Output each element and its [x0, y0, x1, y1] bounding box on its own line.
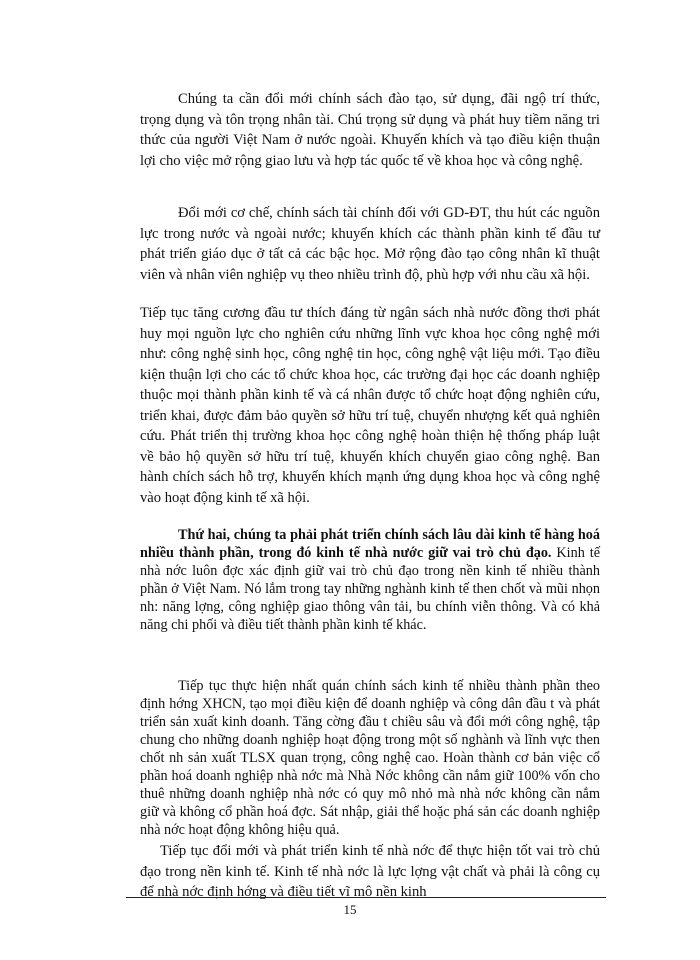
- paragraph-3: [140, 303, 600, 508]
- paragraph-2: [140, 203, 600, 285]
- paragraph-3-text: Tiếp tục tăng cương đầu tư thích đáng từ ngân sách nhà nước đồng thơi phát huy mọi nguồn lực cho nghiên cứu những lĩnh vực khoa học công nghệ mới như: công nghệ sinh học, công nghệ tin học, công nghệ vật liệu mới. Tạo điều kiện thuận lợi cho các tổ chức khoa học, các trường đại học các doanh nghiệp thuộc mọi thành phần kinh tế và cá nhân được tổ chức hoạt động nghiên cứu, triển khai, được đảm bảo quyền sở hữu trí tuệ, chuyển nhượng kết quả nghiên cứu. Phát triển thị trường khoa học công nghệ hoàn thiện hệ thống pháp luật về bảo hộ quyền sở hữu trí tuệ, khuyến khích chuyển giao công nghệ. Ban hành chích sách hỗ trợ, khuyến khích mạnh ứng dụng khoa học và công nghệ vào hoạt động kinh tế xã hội.: [140, 305, 600, 506]
- paragraph-1-text: Chúng ta cần đổi mới chính sách đào tạo, sử dụng, đãi ngộ trí thức, trọng dụng và tôn trọng nhân tài. Chú trọng sử dụng và phát huy tiềm năng tri thức của người Việt Nam ở nước ngoài. Khuyến khích và tạo điều kiện thuận lợi cho việc mở rộng giao lưu và hợp tác quốc tế về khoa học và công nghệ.: [140, 91, 600, 169]
- paragraph-6-text: Tiếp tục đổi mới và phát triển kinh tế nhà nớc để thực hiện tốt vai trò chủ đạo trong nền kinh tế. Kinh tế nhà nớc là lực lợng vật chất và phải là công cụ để nhà nớc định hớng và điều tiết vĩ mô nền kinh: [140, 843, 600, 900]
- paragraph-2-text: Đổi mới cơ chế, chính sách tài chính đối với GD-ĐT, thu hút các nguồn lực trong nước và ngoài nước; khuyến khích các thành phần kinh tế đầu tư phát triển giáo dục ở tất cả các bậc học. Mở rộng đào tạo công nhân kĩ thuật viên và nhân viên nghiệp vụ theo nhiều trình độ, phù hợp với nhu cầu xã hội.: [140, 205, 600, 283]
- paragraph-5: [140, 677, 600, 839]
- paragraph-4: [140, 526, 600, 634]
- paragraph-4-text: Kinh tế nhà nớc luôn đợc xác định giữ vai trò chủ đạo trong nền kinh tế nhiều thành phần ở Việt Nam. Nó lắm trong tay những nghành kinh tế then chốt và mũi nhọn nh: năng lợng, công nghiệp giao thông vân tải, bu chính viễn thông. Và có khả năng chi phối và điều tiết thành phần kinh tế khác.: [140, 545, 600, 633]
- paragraph-1: [140, 89, 600, 171]
- paragraph-6: [140, 841, 600, 903]
- footer-rule: [126, 897, 606, 898]
- paragraph-4-bold-lead: Thứ hai, chúng ta phải phát triển chính sách lâu dài kinh tế hàng hoá nhiều thành phần, trong đó kinh tế nhà nước giữ vai trò chủ đạo.: [140, 527, 600, 561]
- page-number: 15: [343, 902, 357, 917]
- paragraph-5-text: Tiếp tục thực hiện nhất quán chính sách kinh tế nhiều thành phần theo định hớng XHCN, tạo mọi điều kiện để doanh nghiệp và công dân đầu t và phát triển sản xuất kinh doanh. Tăng cờng đầu t chiều sâu và đổi mới công nghệ, tập chung cho những doanh nghiệp hoạt động trong một số nghành và lĩnh vực then chốt nh sản xuất TLSX quan trọng, công nghệ cao. Hoàn thành cơ bản việc cổ phần hoá doanh nghiệp nhà nớc mà Nhà Nớc không cần nắm giữ 100% vốn cho thuê những doanh nghiệp nhà nớc có quy mô nhỏ mà nhà nớc không cần nắm giữ và không cổ phần hoá đợc. Sát nhập, giải thể hoặc phá sản các doanh nghiệp nhà nớc hoạt động không hiệu quả.: [140, 678, 600, 838]
